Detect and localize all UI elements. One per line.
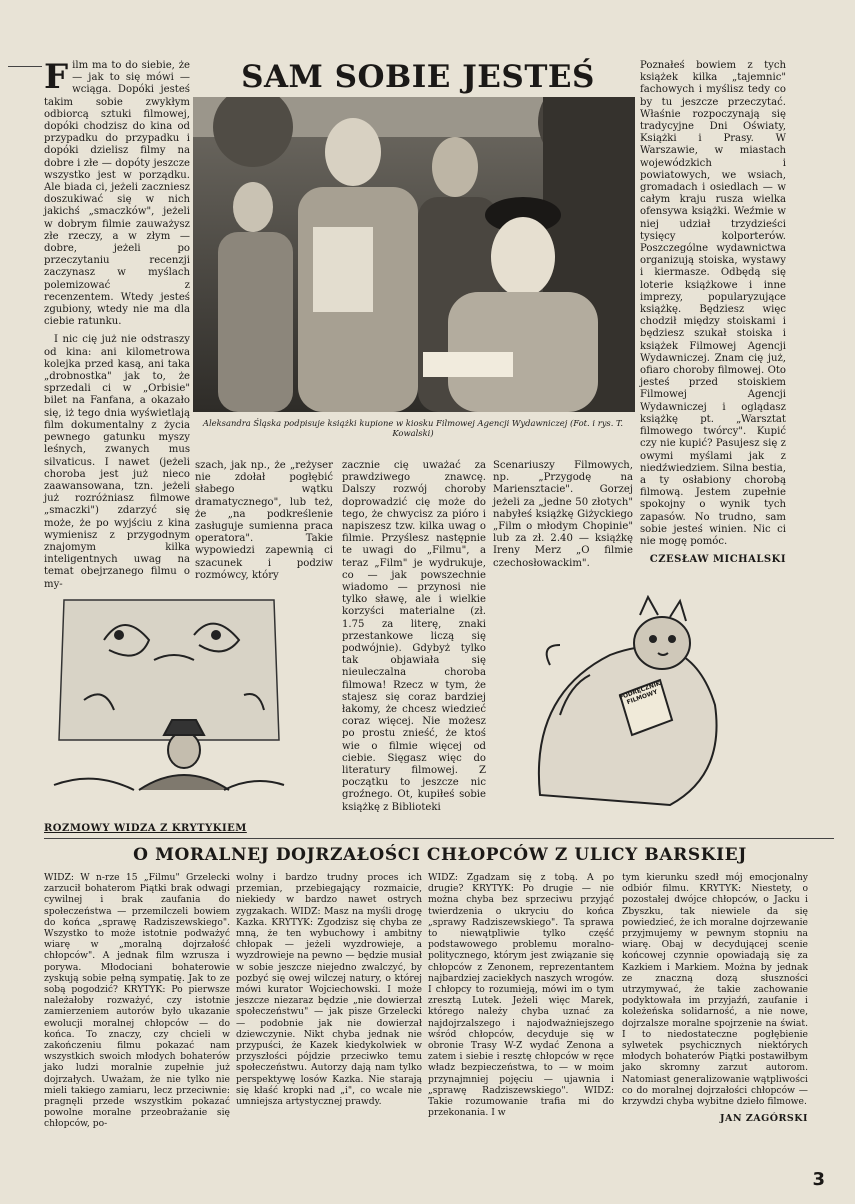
article-column-4: Scenariuszy Filmowych, np. „Przygodę na Mariensztacie". Gorzej jeżeli za „jedne 50 złotych" nabyłeś książkę Giżyckiego „Film o młodym Chopinie" lub za zł. 2.40 — książkę Ireny Merz „O filmie czechosłowackim". [493,460,633,569]
interview-column-3: WIDZ: Zgadzam się z tobą. A po drugie? KRYTYK: Po drugie — nie można chyba bez sprzeciwu przyjąć twierdzenia o ukryciu do końca „sprawy Radziszewskiego". Ta sprawa to niewątpliwie tylko część podstawowego problemu moralno-politycznego, którym jest związanie się chłopców z Zenonem, reprezentantem najbardziej zaciekłych naszych wrogów. I chłopcy to rozumieją, mówi im o tym zresztą Lutek. Jeżeli więc Marek, którego należy chyba uznać za najdojrzalszego i najodważniejszego wśród chłopców, decyduje się w obronie Trasy W-Z wydać Zenona a zatem i siebie i resztę chłopców w ręce władz bezpieczeństwa, to — w moim przynajmniej pojęciu — ujawnia i „sprawę Radziszewskiego". WIDZ: Takie rozumowanie trafia mi do przekonania. I w [428,872,614,1119]
cinema-drawing [44,590,294,810]
column-1-paragraph-1: ilm ma to do siebie, że — jak to się mówi — wciąga. Dopóki jesteś takim sobie zwykłym odbiorcą sztuki filmowej, dopóki chodzisz do kina od przypadku do przypadku i dopóki dzielisz filmy na dobre i złe — dopóty jeszcze wszystko jest w porządku. Ale biada ci, jeżeli zaczniesz doszukiwać się w nich jakichś „smaczków", jeżeli w dobrym filmie zauważysz złe rzeczy, a w złym — dobre, jeżeli po przeczytaniu recenzji zaczynasz w myślach polemizować z recenzentem. Wtedy jesteś zgubiony, wtedy nie ma dla ciebie ratunku. [44,60,190,328]
article-column-5 [640,60,786,566]
author-signature: CZESŁAW MICHALSKI [649,554,786,566]
interview-column-4 [622,872,808,1124]
article-2-headline: O MORALNEJ DOJRZAŁOŚCI CHŁOPCÓW Z ULICY BARSKIEJ [133,845,747,865]
cinema-illustration [44,590,294,810]
section-kicker: ROZMOWY WIDZA Z KRYTYKIEM [44,823,247,834]
section-rule [44,838,834,839]
top-left-rule [8,66,42,67]
column-5-text: Poznałeś bowiem z tych książek kilka „tajemnic" fachowych i myślisz tedy co by tu jeszcze przeczytać. Właśnie rozpoczynają się tradycyjne Dni Oświaty, Książki i Prasy. W Warszawie, w miastach wojewódzkich i powiatowych, we wsiach, gromadach i osiedlach — w całym kraju rusza wielka ofensywa książki. Weźmie w niej udział trzydzieści tysięcy kolporterów. Poszczególne wydawnictwa organizują stoiska, wystawy i kiermasze. Odbędą się loterie książkowe i inne imprezy, popularyzujące książkę. Będziesz więc chodził między stoiskami i będziesz szukał stoiska i książek Filmowej Agencji Wydawniczej. Znam cię już, ofiaro choroby filmowej. Oto jesteś przed stoiskiem Filmowej Agencji Wydawniczej i oglądasz książkę pt. „Warsztat filmowego twórcy". Kupić czy nie kupić? Pasujesz się z owymi myślami jak z niedźwiedziem. Silna bestia, a ty osłabiony chorobą filmową. Jestem zupełnie spokojny o wynik tych zapasów. No trudno, sam sobie jesteś winien. Nic ci nie mogę pomóc. [640,60,786,547]
interview-author: JAN ZAGÓRSKI [719,1113,808,1125]
book-sign: PODRĘCZNIK FILMOWY [617,679,662,707]
column-1-paragraph-2: I nic cię już nie odstraszy od kina: ani kilometrowa kolejka przed kasą, ani taka „drobnostka" jak to, że sprzedali ci w „Orbisie" bilet na Fanfana, a okazało się, iż tego dnia wyświetlają film dokumentalny z życia pewnego gatunku myszy leśnych, zwanych mus silvaticus. I nawet (jeżeli choroba jest już nieco zaawansowana, tzn. jeżeli już rozróżniasz filmowe „smaczki") zdarzyć się może, że po wyjściu z kina wymienisz z przygodnym znajomym kilka inteligentnych uwag na temat obejrzanego filmu o my- [44,334,190,590]
page-number: 3 [812,1169,825,1190]
article-photo [193,97,635,412]
article-column-3: zacznie cię uważać za prawdziwego znawcę. Dalszy rozwój choroby doprowadzić cię może do tego, że chwycisz za pióro i napiszesz tzw. kilka uwag o filmie. Przyślesz następnie te uwagi do „Filmu", a teraz „Film" je wydrukuje, co — jak powszechnie wiadomo — przynosi nie tylko sławę, ale i wielkie korzyści materialne (zł. 1.75 za literę, znaki przestankowe liczą się podwójnie). Gdybyż tylko tak objawiała się nieuleczalna choroba filmowa! Rzecz w tym, że stajesz się coraz bardziej łakomy, że chcesz wiedzieć coraz więcej. Nie możesz po prostu znieść, że ktoś wie o filmie więcej od ciebie. Sięgasz więc do literatury filmowej. Z początku to jeszcze nic groźnego. Ot, kupiłeś sobie książkę z Biblioteki [342,460,486,813]
interview-column-1: WIDZ: W n-rze 15 „Filmu" Grzelecki zarzucił bohaterom Piątki brak odwagi cywilnej i brak zaufania do społeczeństwa — przemilczeli bowiem do końca „sprawę Radziszewskiego". Wszystko to może istotnie podważyć wiarę w „moralną dojrzałość chłopców". A jednak film wzrusza i porywa. Młodociani bohaterowie zyskują sobie pełną sympatię. Jak to ze sobą pogodzić? KRYTYK: Po pierwsze należałoby rozważyć, czy istotnie zamierzeniem autorów było ukazanie ewolucji moralnej chłopców — do końca. To znaczy, czy chcieli w zakończeniu filmu pokazać nam wszystkich swoich młodych bohaterów jako ludzi moralnie zupełnie już dojrzałych. Uważam, że nie tylko nie mieli takiego zamiaru, lecz przeciwnie: pragnęli przede wszystkim pokazać powolne moralne przeobrażanie się chłopców, po- [44,872,230,1130]
article-headline: SAM SOBIE JESTEŚ [241,59,595,95]
photo-caption: Aleksandra Śląska podpisuje książki kupione w kiosku Filmowej Agencji Wydawniczej (Fot. i rys. T. Kowalski) [202,418,624,438]
cat-illustration [520,595,730,815]
interview-column-2: wolny i bardzo trudny proces ich przemian, przebiegający rozmaicie, niekiedy w bardzo nawet ostrych zygzakach. WIDZ: Masz na myśli drogę Kazka. KRYTYK: Zgodzisz się chyba ze mną, że ten wybuchowy i ambitny chłopak — jeżeli wyzdrowieje, a wyzdrowieje na pewno — będzie musiał w sobie jeszcze niejedno zwalczyć, by pozbyć się owej wilczej natury, o której mówi kurator Wojciechowski. I może jeszcze niezaraz będzie „nie dowierzał społeczeństwu" — jak pisze Grzelecki — podobnie jak nie dowierzał dziewczynie. Nikt chyba jednak nie przypuści, że Kazek kiedykolwiek w przyszłości pójdzie przeciwko temu społeczeństwu. Autorzy dają nam tylko perspektywę losów Kazka. Nie starają się kłaść kropki nad „i", co wcale nie umniejsza artystycznej prawdy. [236,872,422,1108]
article-column-2: szach, jak np., że „reżyser nie zdołał pogłębić słabego wątku dramatycznego", lub też, że „na podkreślenie zasługuje sumienna praca operatora". Takie wypowiedzi zapewnią ci szacunek i podziw rozmówcy, który [195,460,333,581]
photo-image [193,97,635,412]
interview-column-4-text: tym kierunku szedł mój emocjonalny odbiór filmu. KRYTYK: Niestety, o pozostałej dwójce chłopców, o Jacku i Zbyszku, tak niewiele da się powiedzieć, że ich moralne dojrzewanie przyjmujemy w pewnym stopniu na wiarę. Obaj w decydującej scenie końcowej czynnie opowiadają się za Kazkiem i Markiem. Można by jednak ze znaczną dozą słuszności utrzymywać, że takie zachowanie podyktowała im przyjaźń, zaufanie i koleżeńska solidarność, a nie nowe, dojrzalsze moralne spojrzenie na świat. I to niedostateczne pogłębienie sylwetek psychicznych niektórych młodych bohaterów Piątki postawiłbym jako skromny zarzut autorom. Natomiast generalizowanie wątpliwości co do moralnej dojrzałości chłopców — krzywdzi chyba wybitne dzieło filmowe. [622,872,808,1108]
drop-cap: F [44,57,69,97]
article-column-1 [44,57,190,591]
